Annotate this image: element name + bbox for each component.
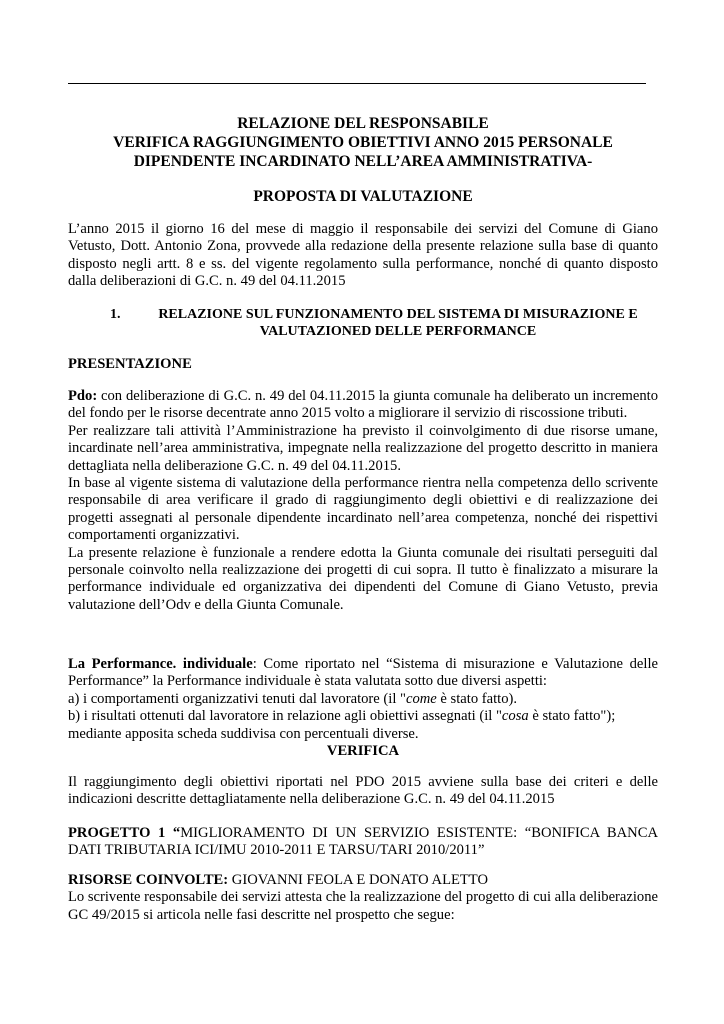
progetto-label: PROGETTO 1 “ [68, 825, 181, 841]
progetto-paragraph [68, 825, 658, 860]
progetto-text: MIGLIORAMENTO DI UN SERVIZIO ESISTENTE: “BONIFICA BANCA DATI TRIBUTARIA ICI/IMU 2010-2011 E TARSU/TARI 2010/2011” [68, 825, 658, 859]
risorse-text: Lo scrivente responsabile dei servizi attesta che la realizzazione del progetto di cui alla deliberazione GC 49/2015 si articola nelle fasi descritte nel prospetto che segue: [68, 889, 658, 923]
item-a-pre: a) i comportamenti organizzativi tenuti dal lavoratore (il " [68, 690, 406, 707]
risorse-paragraph [68, 872, 658, 924]
risorse-label: RISORSE COINVOLTE: [68, 872, 229, 888]
presentazione-body [68, 388, 658, 614]
intro-text: L’anno 2015 il giorno 16 del mese di maggio il responsabile dei servizi del Comune di Giano Vetusto, Dott. Antonio Zona, provvede alla redazione della presente relazione sulla base di quanto disposto negli artt. 8 e ss. del vigente regolamento sulla performance, nonché di quanto disposto dalla deliberazioni di G.C. n. 49 del 04.11.2015 [68, 221, 658, 290]
pdo-paragraph [68, 388, 658, 423]
item-b-pre: b) i risultati ottenuti dal lavoratore in relazione agli obiettivi assegnati (il " [68, 708, 502, 725]
verifica-text: Il raggiungimento degli obiettivi riportati nel PDO 2015 avviene sulla base dei criteri e delle indicazioni descritte dettagliatamente nella deliberazione G.C. n. 49 del 04.11.2015 [68, 774, 658, 808]
item-a-post: è stato fatto). [436, 690, 518, 707]
intro-paragraph [68, 221, 658, 291]
performance-section [68, 656, 658, 760]
risorse-line [68, 872, 658, 889]
title-line: RELAZIONE DEL RESPONSABILE [237, 115, 489, 132]
title-line: DIPENDENTE INCARDINATO NELL’AREA AMMINISTRATIVA- [133, 153, 593, 170]
document-subtitle: PROPOSTA DI VALUTAZIONE [253, 188, 473, 205]
progetto-text-line [68, 825, 658, 860]
performance-text: : Come riportato nel “Sistema di misurazione e Valutazione delle Performance” la Performance individuale è stata valutata sotto due diversi aspetti: [68, 656, 658, 690]
verifica-heading-text: VERIFICA [326, 743, 400, 760]
performance-label: La Performance. individuale [68, 656, 253, 672]
item-b-emphasis: cosa [501, 708, 529, 725]
body-paragraph: La presente relazione è funzionale a rendere edotta la Giunta comunale dei risultati perseguiti dal personale coinvolto nella realizzazione dei progetti di cui sopra. Il tutto è finalizzato a misurare la performance individuale ed organizzativa dei dipendenti del Comune di Giano Vetusto, previa valutazione dell’Odv e della Giunta Comunale. [68, 544, 658, 613]
section-title-line: VALUTAZIONED DELLE PERFORMANCE [259, 324, 537, 339]
section-title-line: RELAZIONE SUL FUNZIONAMENTO DEL SISTEMA DI MISURAZIONE E [158, 307, 638, 322]
verifica-heading [68, 743, 658, 760]
performance-intro [68, 656, 658, 691]
verifica-paragraph [68, 774, 658, 809]
body-paragraph: Per realizzare tali attività l’Amministrazione ha previsto il coinvolgimento di due risorse umane, incardinate nell’area amministrativa, impegnate nella realizzazione del progetto descritto in maniera dettagliata nella deliberazione G.C. n. 49 del 04.11.2015. [68, 422, 658, 474]
section-1-heading [68, 306, 658, 340]
item-b-post: è stato fatto"); [528, 708, 616, 725]
risorse-names: GIOVANNI FEOLA E DONATO ALETTO [228, 872, 488, 888]
body-paragraph: In base al vigente sistema di valutazione della performance rientra nella competenza dello scrivente responsabile di area verificare il grado di raggiungimento degli obiettivi e di realizzazione dei progetti assegnati al personale dipendente incardinato nell’area competenza, nonché dei rispettivi comportamenti organizzativi. [68, 475, 658, 544]
pdo-text: con deliberazione di G.C. n. 49 del 04.11.2015 la giunta comunale ha deliberato un incremento del fondo per le risorse decentrate anno 2015 volto a migliorare il servizio di riscossione tributi. [68, 388, 658, 422]
presentazione-heading: PRESENTAZIONE [68, 356, 192, 372]
performance-closing: mediante apposita scheda suddivisa con percentuali diverse. [68, 725, 419, 742]
document-title [68, 114, 658, 171]
performance-item-b [68, 708, 658, 725]
title-line: VERIFICA RAGGIUNGIMENTO OBIETTIVI ANNO 2015 PERSONALE [113, 134, 613, 151]
section-number: 1. [110, 307, 121, 322]
pdo-label: Pdo: [68, 388, 98, 404]
header-rule [68, 83, 646, 84]
performance-item-a [68, 691, 658, 708]
item-a-emphasis: come [405, 690, 437, 707]
